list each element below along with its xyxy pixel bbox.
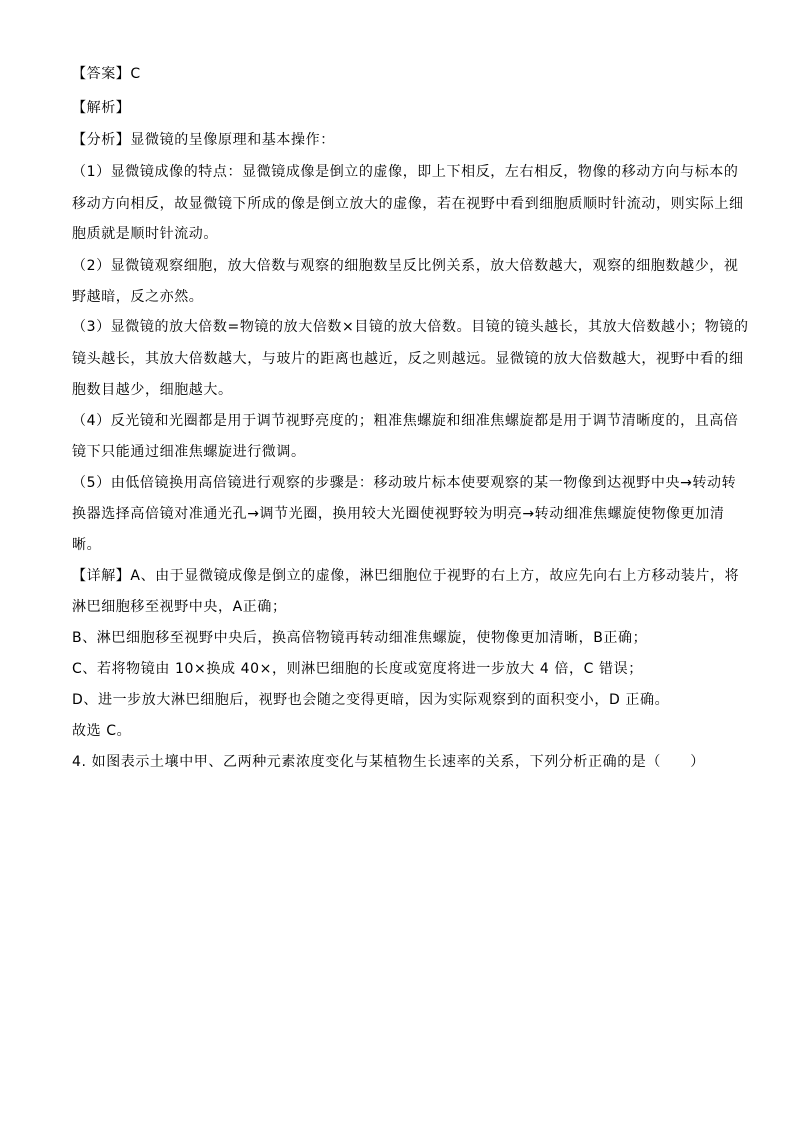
detail-a-line-2: 淋巴细胞移至视野中央，A正确； — [72, 599, 287, 615]
point-3-line-3: 胞数目越少，细胞越大。 — [72, 382, 233, 398]
point-5-line-2: 换器选择高倍镜对准通光孔→调节光圈，换用较大光圈使视野较为明亮→转动细准焦螺旋使物像更加清 — [72, 506, 725, 522]
point-3-line-1: （3）显微镜的放大倍数=物镜的放大倍数×目镜的放大倍数。目镜的镜头越长，其放大倍数越小；物镜的 — [72, 319, 749, 335]
point-2-line-1: （2）显微镜观察细胞，放大倍数与观察的细胞数呈反比例关系，放大倍数越大，观察的细胞数越少，视 — [72, 258, 739, 274]
detail-b-line: B、淋巴细胞移至视野中央后，换高倍物镜再转动细准焦螺旋，使物像更加清晰，B正确； — [72, 630, 648, 646]
detail-d-line: D、进一步放大淋巴细胞后，视野也会随之变得更暗，因为实际观察到的面积变小，D 正确。 — [72, 692, 670, 708]
analysis-heading: 【解析】 — [72, 100, 131, 116]
point-4-line-2: 镜下只能通过细准焦螺旋进行微调。 — [72, 444, 306, 460]
point-2-line-2: 野越暗，反之亦然。 — [72, 289, 204, 305]
point-5-line-3: 晰。 — [72, 537, 102, 553]
point-1-line-2: 移动方向相反，故显微镜下所成的像是倒立放大的虚像，若在视野中看到细胞质顺时针流动，则实际上细 — [72, 196, 744, 212]
point-1-line-1: （1）显微镜成像的特点：显微镜成像是倒立的虚像，即上下相反，左右相反，物像的移动方向与标本的 — [72, 164, 739, 180]
choice-line: 故选 C。 — [72, 723, 132, 739]
detail-c-line: C、若将物镜由 10×换成 40×，则淋巴细胞的长度或宽度将进一步放大 4 倍，C 错误； — [72, 661, 643, 677]
question-4-stem: 4. 如图表示土壤中甲、乙两种元素浓度变化与某植物生长速率的关系，下列分析正确的是（ ） — [72, 754, 705, 770]
point-3-line-2: 镜头越长，其放大倍数越大，与玻片的距离也越近，反之则越远。显微镜的放大倍数越大，视野中看的细 — [72, 351, 744, 367]
answer-line: 【答案】C — [72, 66, 141, 82]
point-5-line-1: （5）由低倍镜换用高倍镜进行观察的步骤是：移动玻片标本使要观察的某一物像到达视野中央→转动转 — [72, 475, 737, 491]
analysis-intro: 【分析】显微镜的呈像原理和基本操作： — [72, 132, 335, 148]
point-1-line-3: 胞质就是顺时针流动。 — [72, 226, 218, 242]
point-4-line-1: （4）反光镜和光圈都是用于调节视野亮度的；粗准焦螺旋和细准焦螺旋都是用于调节清晰度的，且高倍 — [72, 413, 739, 429]
detail-a-line-1: 【详解】A、由于显微镜成像是倒立的虚像，淋巴细胞位于视野的右上方，故应先向右上方移动装片，将 — [72, 568, 740, 584]
